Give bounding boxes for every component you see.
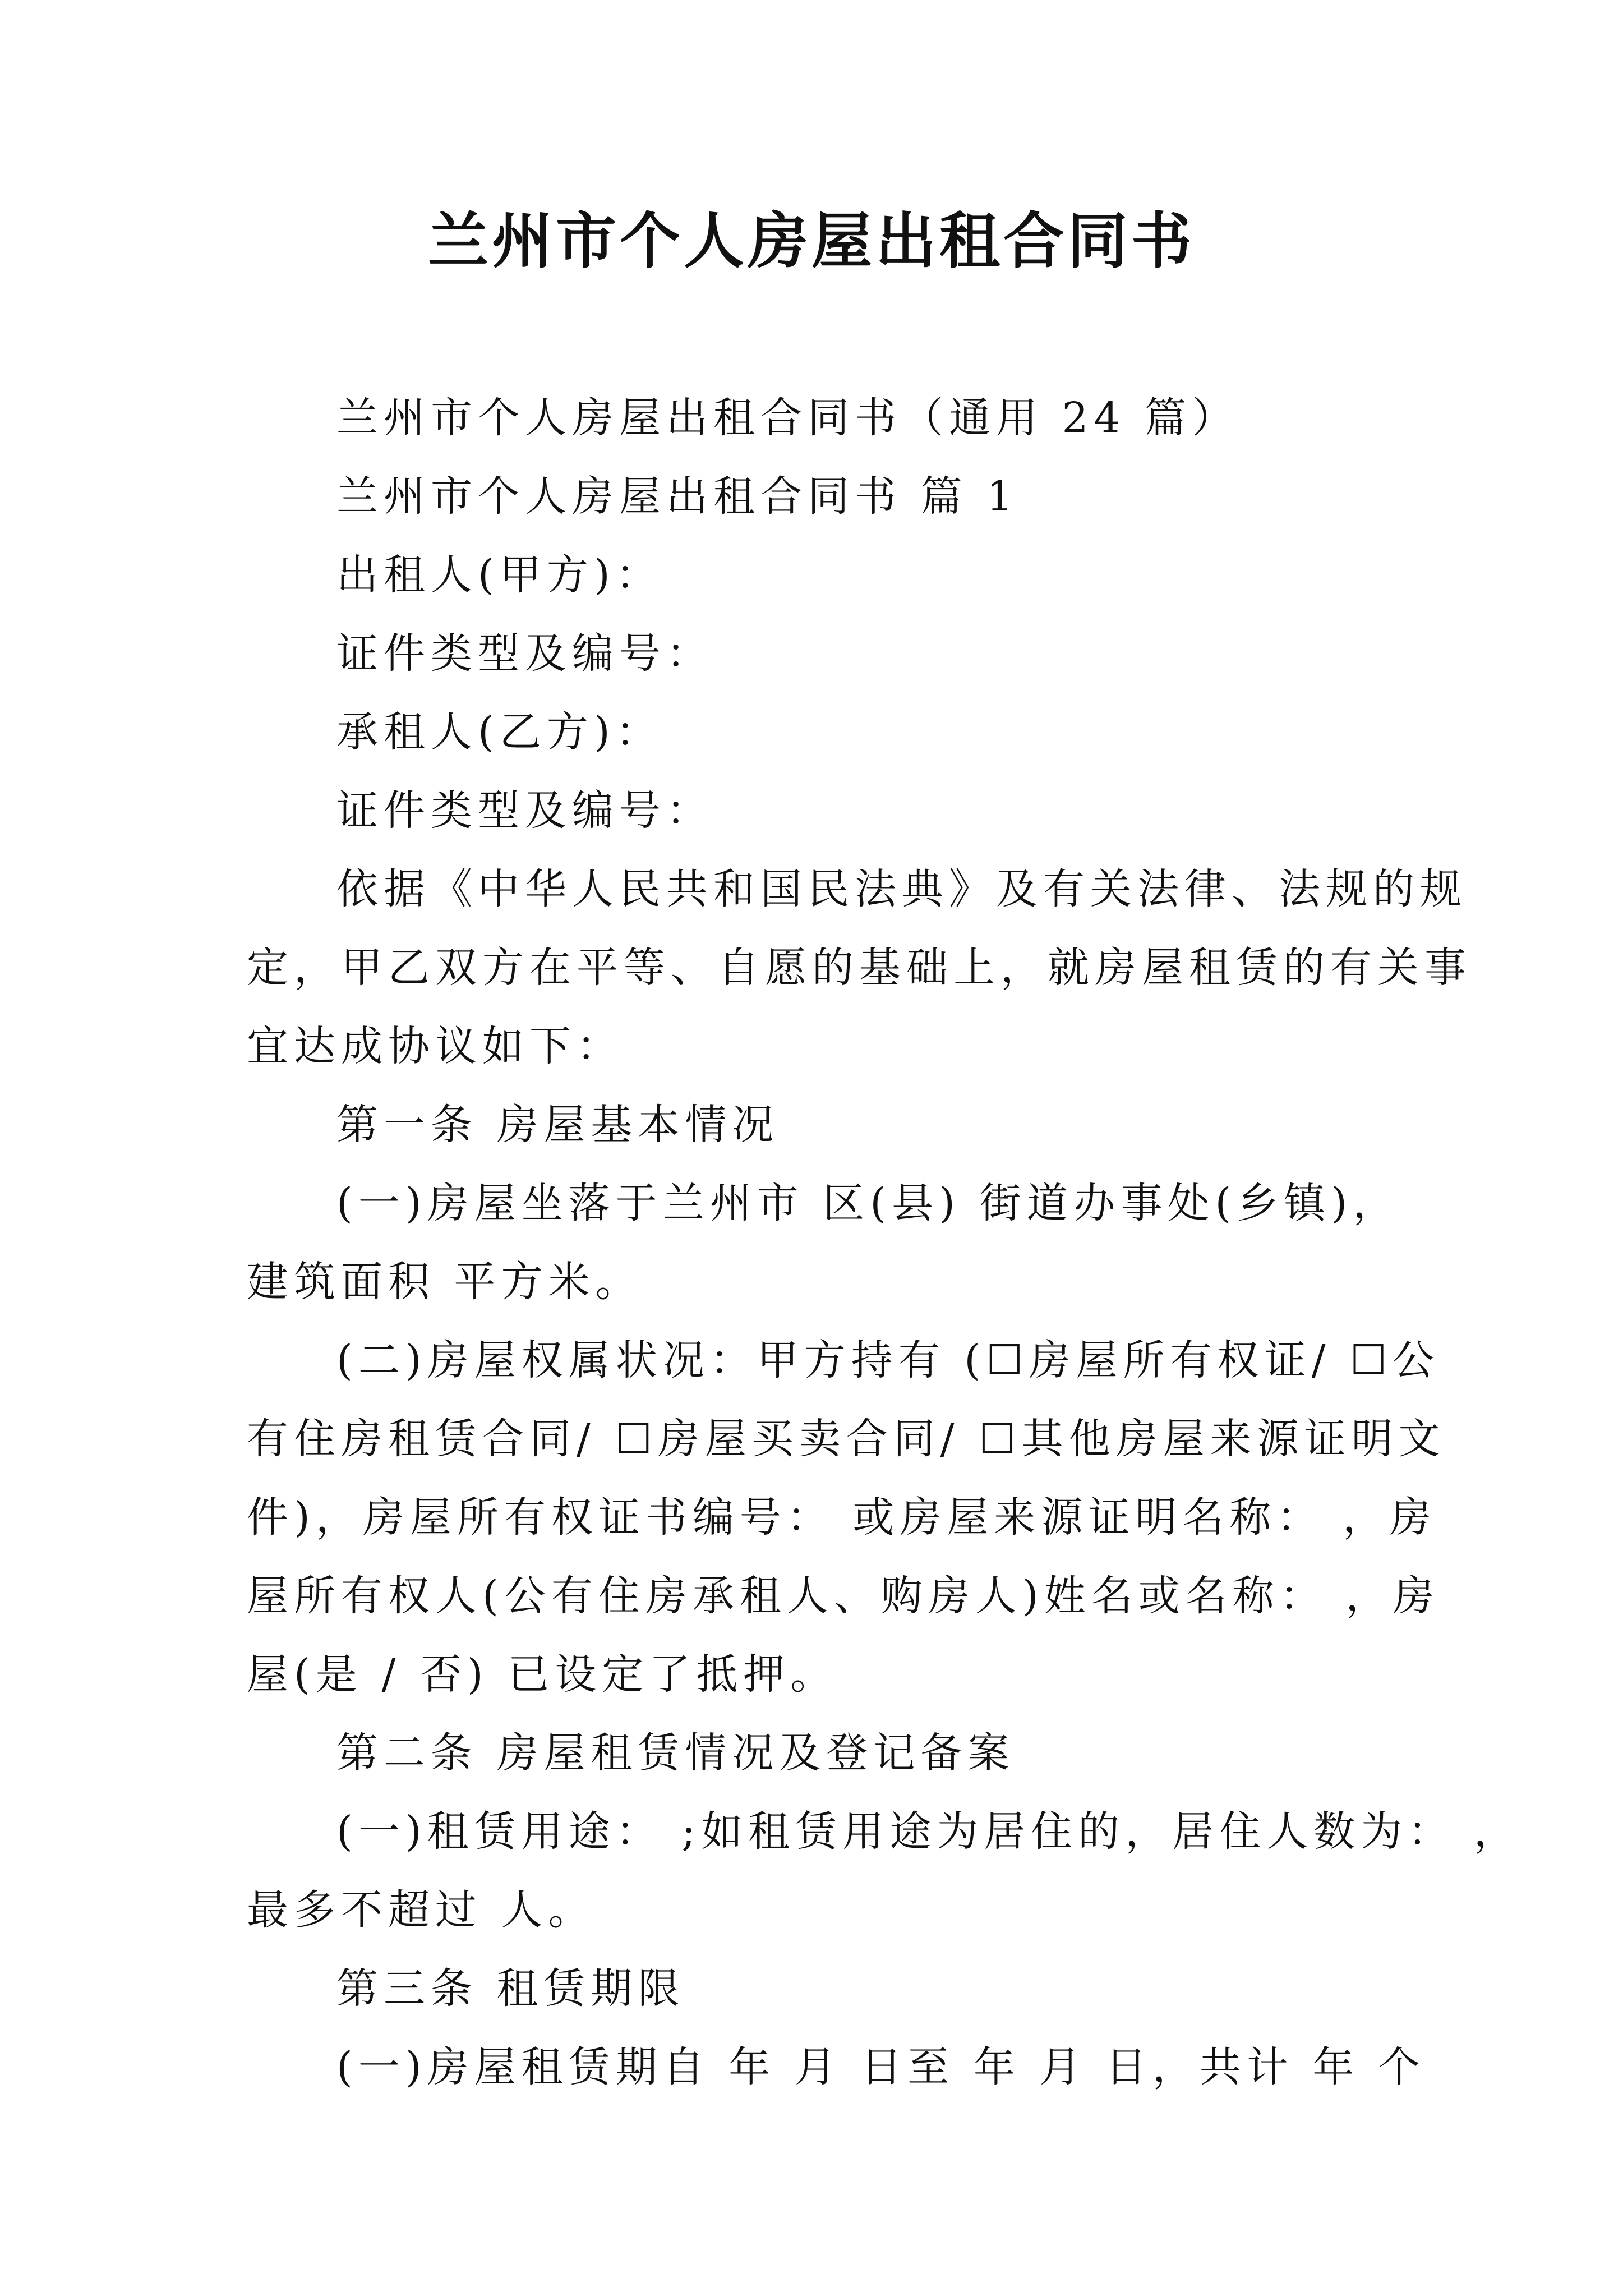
article-1-item-2-line-4: 屋所有权人(公有住房承租人、购房人)姓名或名称： ，房	[247, 1572, 1440, 1620]
preamble-line-1: 依据《中华人民共和国民法典》及有关法律、法规的规	[336, 865, 1467, 913]
preamble-line-3: 宜达成协议如下：	[247, 1022, 624, 1070]
article-1-item-1-line-2: 建筑面积 平方米。	[247, 1258, 643, 1306]
article-1-item-2-line-1: (二)房屋权属状况：甲方持有 (☐房屋所有权证/ ☐公	[336, 1336, 1440, 1384]
document-title: 兰州市个人房屋出租合同书	[427, 206, 1195, 277]
lessor-label: 出租人(甲方)：	[336, 551, 663, 599]
article-3-item-1-line-1: (一)房屋租赁期自 年 月 日至 年 月 日，共计 年 个	[336, 2043, 1426, 2091]
article-3-heading: 第三条 租赁期限	[336, 1964, 685, 2013]
article-2-item-1-line-1: (一)租赁用途： ;如租赁用途为居住的，居住人数为： ，	[336, 1807, 1521, 1856]
lessor-id-label: 证件类型及编号：	[336, 629, 713, 678]
article-1-item-2-line-2: 有住房租赁合同/ ☐房屋买卖合同/ ☐其他房屋来源证明文	[247, 1415, 1446, 1463]
article-1-heading: 第一条 房屋基本情况	[336, 1101, 780, 1149]
article-1-item-2-line-3: 件)，房屋所有权证书编号： 或房屋来源证明名称： ，房	[247, 1493, 1437, 1542]
lessee-id-label: 证件类型及编号：	[336, 786, 713, 835]
article-2-item-1-line-2: 最多不超过 人。	[247, 1886, 596, 1934]
section-heading: 兰州市个人房屋出租合同书 篇 1	[336, 472, 1019, 521]
article-1-item-1-line-1: (一)房屋坐落于兰州市 区(县) 街道办事处(乡镇)，	[336, 1179, 1400, 1227]
article-2-heading: 第二条 房屋租赁情况及登记备案	[336, 1729, 1015, 1777]
article-1-item-2-line-5: 屋(是 / 否) 已设定了抵押。	[247, 1650, 838, 1699]
preamble-line-2: 定，甲乙双方在平等、自愿的基础上，就房屋租赁的有关事	[247, 944, 1472, 992]
lessee-label: 承租人(乙方)：	[336, 708, 663, 756]
subtitle-line: 兰州市个人房屋出租合同书（通用 24 篇）	[336, 394, 1239, 442]
